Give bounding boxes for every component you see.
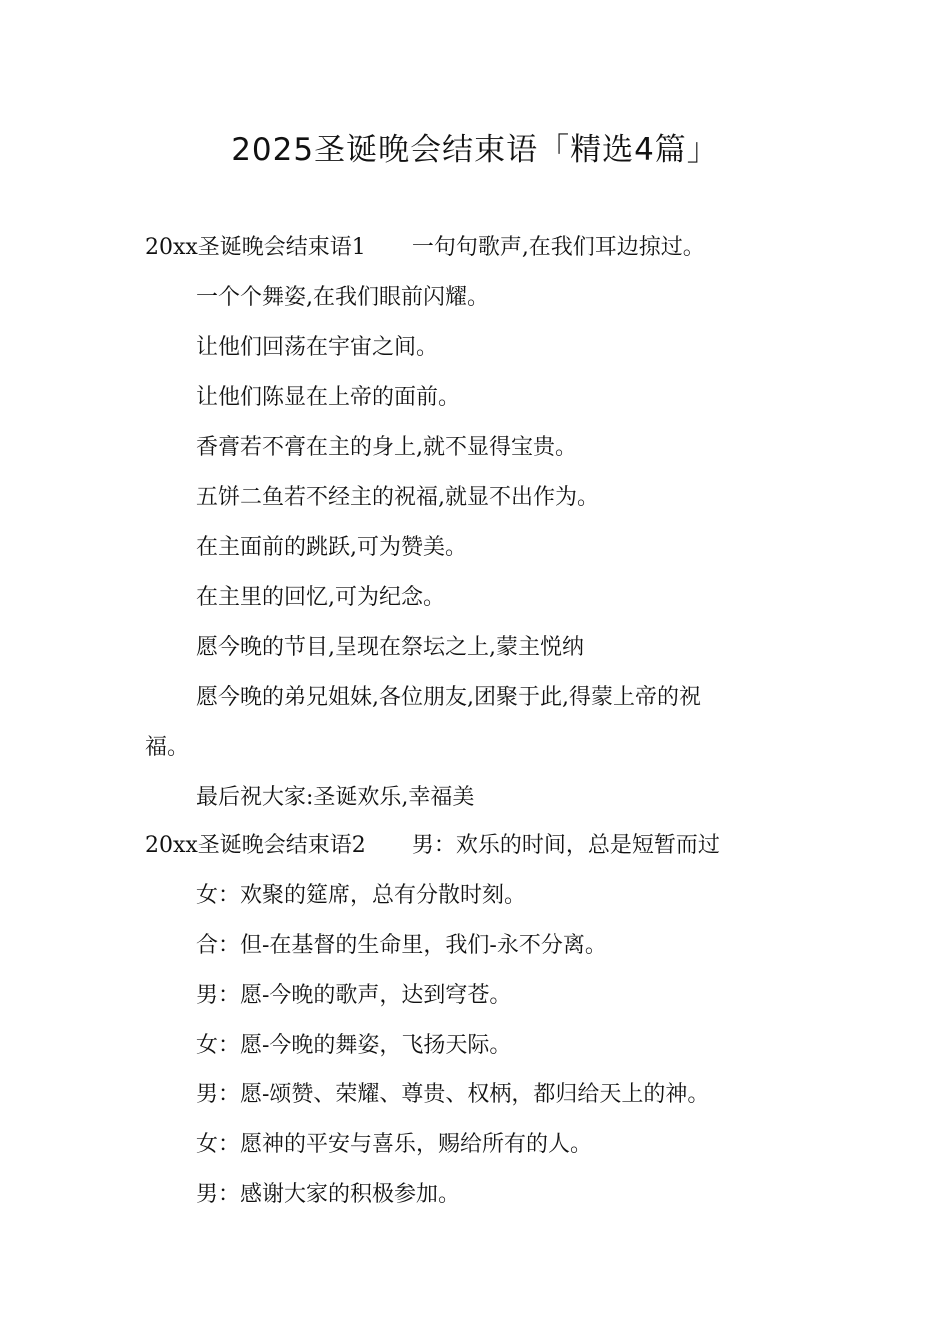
- paragraph-line: 让他们回荡在宇宙之间。: [196, 335, 439, 360]
- section-2-heading: 20xx圣诞晚会结束语2: [145, 833, 366, 858]
- paragraph-line: 在主里的回忆,可为纪念。: [196, 585, 445, 610]
- paragraph-line: 一个个舞姿,在我们眼前闪耀。: [196, 285, 489, 310]
- document-title: 2025圣诞晚会结束语「精选4篇」: [231, 132, 719, 168]
- paragraph-line: 让他们陈显在上帝的面前。: [196, 385, 461, 410]
- paragraph-line: 最后祝大家:圣诞欢乐,幸福美: [196, 785, 475, 810]
- paragraph-line: 香膏若不膏在主的身上,就不显得宝贵。: [196, 435, 577, 460]
- paragraph-line: 在主面前的跳跃,可为赞美。: [196, 535, 467, 560]
- paragraph-line: 愿今晚的节目,呈现在祭坛之上,蒙主悦纳: [196, 635, 584, 660]
- paragraph-line: 五饼二鱼若不经主的祝福,就显不出作为。: [196, 485, 599, 510]
- dialogue-line: 女：愿神的平安与喜乐，赐给所有的人。: [196, 1132, 593, 1157]
- section-1-heading: 20xx圣诞晚会结束语1: [145, 235, 366, 260]
- dialogue-line: 女：愿-今晚的舞姿，飞扬天际。: [196, 1033, 512, 1058]
- paragraph-line: 愿今晚的弟兄姐妹,各位朋友,团聚于此,得蒙上帝的祝: [196, 685, 701, 710]
- dialogue-line: 男：愿-颂赞、荣耀、尊贵、权柄，都归给天上的神。: [196, 1082, 710, 1107]
- dialogue-line: 合：但-在基督的生命里，我们-永不分离。: [196, 933, 607, 958]
- dialogue-line: 男：愿-今晚的歌声，达到穹苍。: [196, 983, 512, 1008]
- section-1-heading-line: [145, 233, 705, 263]
- dialogue-line: 男：感谢大家的积极参加。: [196, 1182, 461, 1207]
- paragraph-line-continuation: 福。: [145, 735, 190, 760]
- section-2-first-line: 男：欢乐的时间，总是短暂而过: [411, 833, 720, 858]
- dialogue-line: 女：欢聚的筵席，总有分散时刻。: [196, 883, 527, 908]
- section-1-first-line: 一句句歌声,在我们耳边掠过。: [411, 235, 705, 260]
- section-2-heading-line: [145, 831, 720, 861]
